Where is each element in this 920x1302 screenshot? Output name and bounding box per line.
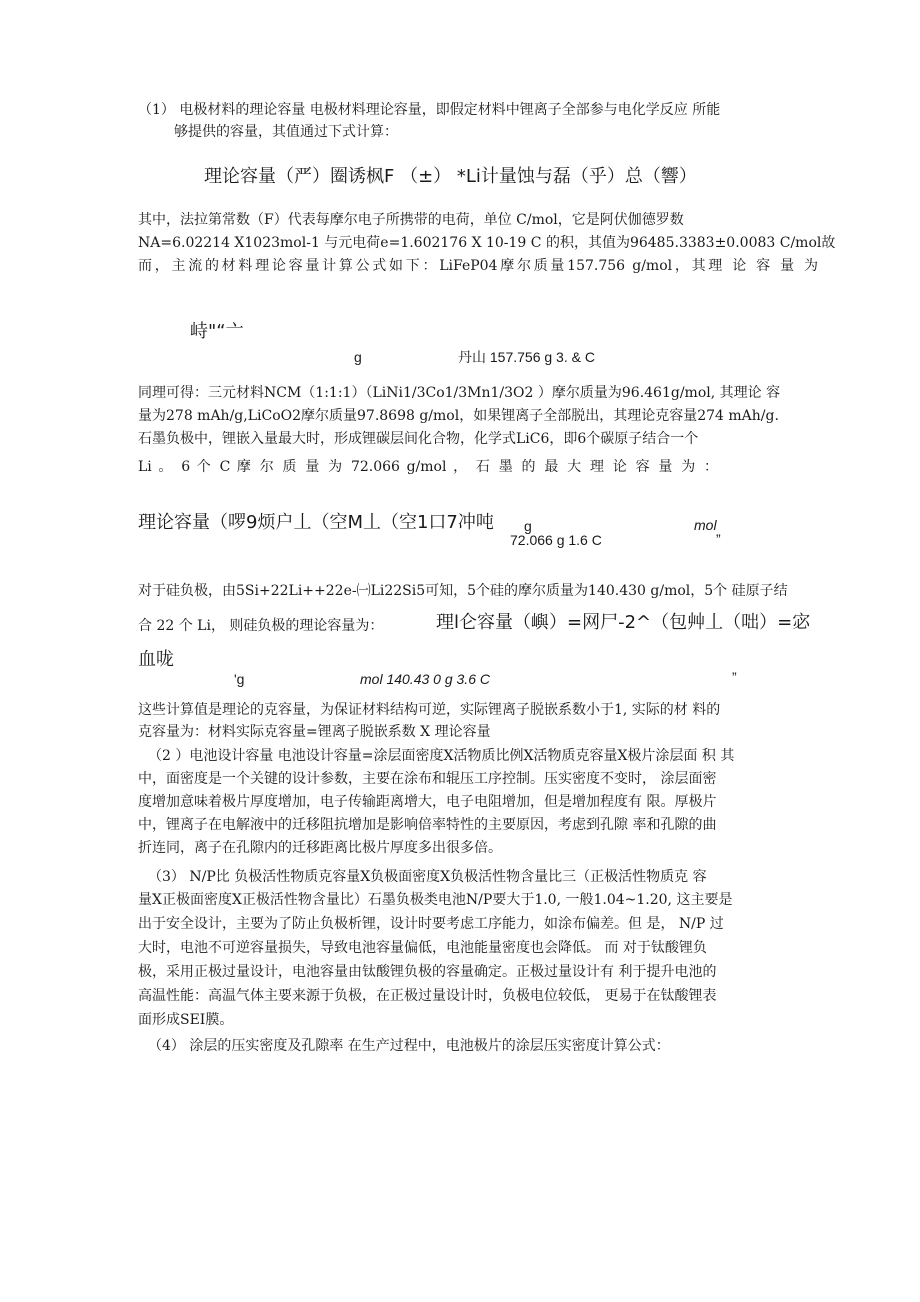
text-line: 折连同，离子在孔隙内的迁移距离比极片厚度多出很多倍。 [138,840,502,856]
text-line: 够提供的容量，其值通过下式计算： [174,124,398,140]
formula-fragment: 'g [234,671,245,687]
text-line: 极，采用正极过量设计，电池容量由钛酸锂负极的容量确定。正极过量设计有 利于提升电池的 [138,964,717,980]
formula-fragment: mol 140.43 0 g [360,671,453,687]
text-line: 这些计算值是理论的克容量，为保证材料结构可逆，实际锂离子脱嵌系数小于1, 实际的材 料的 [138,702,721,718]
text-line: 其中，法拉第常数（F）代表每摩尔电子所携带的电荷，单位 C/mol，它是阿伏伽德罗数 [138,212,684,228]
text-line: 面形成SEI膜。 [138,1012,234,1028]
formula-line: 理论容量（严）圈诱枫F （±） *Li计量蚀与磊（乎）总（響） [204,166,697,187]
formula-fragment: 72.066 g 1.6 C [510,532,602,548]
formula-fragment [360,668,490,690]
formula-fragment: ” [732,669,737,685]
text-line: （1） 电极材料的理论容量 电极材料理论容量，即假定材料中锂离子全部参与电化学反应 所能 [138,102,721,118]
text-line: 出于安全设计，主要为了防止负极析锂，设计时要考虑工序能力，如涂布偏差。但 是， N/P 过 [138,916,724,932]
text-line: 中，锂离子在电解液中的迁移阻抗增加是影响倍率特性的主要原因，考虑到孔隙 率和孔隙的曲 [138,817,717,833]
text-line: 量X正极面密度X正极活性物含量比）石墨负极类电池N/P要大于1.0, 一般1.04~1.20, 这主要是 [138,892,733,908]
formula-line: 峙"“亠 [190,321,244,342]
formula-line: 理l仑容量（嶼）=网尸-2^（包艸丄（咄）=宓 [436,612,811,633]
formula-fragment: 3.6 C [456,671,490,687]
text-line: 度增加意味着极片厚度增加，电子传输距离增大，电子电阻增加，但是增加程度有 限。厚极片 [138,794,717,810]
text-line: NA=6.02214 X1023mol-1 与元电荷e=1.602176 X 10-19 C 的积，其值为96485.3383±0.0083 C/mol故 [138,235,836,251]
text-line: （4） 涂层的压实密度及孔隙率 在生产过程中，电池极片的涂层压实密度计算公式： [148,1038,670,1054]
text-line: 高温性能：高温气体主要来源于负极，在正极过量设计时，负极电位较低， 更易于在钛酸锂表 [138,988,717,1004]
text-line: 合 22 个 Li， 则硅负极的理论容量为： [138,618,384,634]
formula-fragment: 丹山 157.756 g 3. & C [458,349,595,365]
formula-line: 血咙 [138,649,174,670]
text-line: 中，面密度是一个关键的设计参数，主要在涂布和辊压工序控制。压实密度不变时， 涂层面密 [138,771,717,787]
formula-fragment: g [354,349,362,365]
text-line: 石墨负极中，锂嵌入量最大时，形成锂碳层间化合物，化学式LiC6，即6个碳原子结合一个 [138,431,699,447]
text-line: 克容量为：材料实际克容量=锂离子脱嵌系数 X 理论容量 [138,724,491,740]
text-line: （3） N/P比 负极活性物质克容量X负极面密度X负极活性物含量比三（正极活性物质克 容 [148,869,707,885]
text-line: 同理可得：三元材料NCM（1:1:1）（LiNi1/3Co1/3Mn1/3O2 ）摩尔质量为96.461g/mol, 其理论 容 [138,385,781,401]
formula-fragment: mol [694,517,717,533]
text-line: Li 。 6 个 C 摩 尔 质 量 为 72.066 g/mol ， 石 墨 的 最 大 理 论 容 量 为 ： [138,459,718,475]
formula-line: 理论容量（啰9烦户丄（空M丄（空1口7冲吨 [138,512,494,533]
text-line: 对于硅负极，由5Si+22Li++22e-㈠Li22Si5可知，5个硅的摩尔质量为140.430 g/mol，5个 硅原子结 [138,583,788,599]
text-line: 大时，电池不可逆容量损失，导致电池容量偏低，电池能量密度也会降低。 而 对于钛酸锂负 [138,940,707,956]
formula-fragment: g [524,518,532,534]
text-line: （2 ）电池设计容量 电池设计容量=涂层面密度X活物质比例X活物质克容量X极片涂层面 积 其 [148,748,735,764]
text-line: 量为278 mAh/g,LiCoO2摩尔质量97.8698 g/mol，如果锂离子全部脱出，其理论克容量274 mAh/g. [138,408,779,424]
formula-fragment: ” [716,531,721,547]
text-line: 而，主流的材料理论容量计算公式如下：LiFeP04摩尔质量157.756 g/mol，其理 论 容 量 为 [138,258,818,274]
